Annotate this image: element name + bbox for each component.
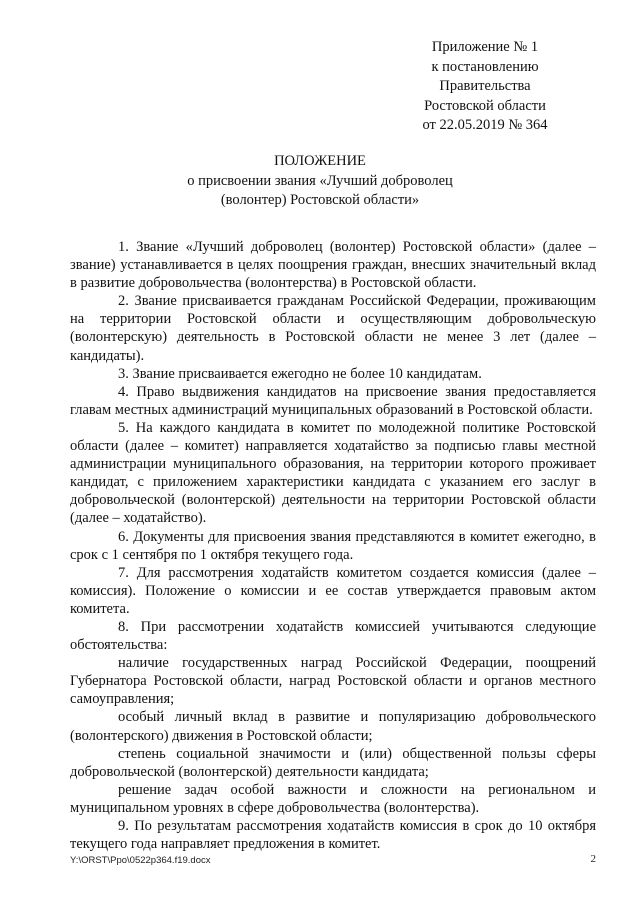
title-line: о присвоении звания «Лучший доброволец	[187, 172, 453, 189]
paragraph: решение задач особой важности и сложности на региональном и муниципальном уровнях в сфере добровольчества (волонтерства).	[70, 781, 596, 816]
paragraph: наличие государственных наград Российской Федерации, поощрений Губернатора Ростовской области, наград Ростовской области и органов местного самоуправления;	[70, 655, 596, 708]
title-heading: ПОЛОЖЕНИЕ	[274, 153, 366, 169]
paragraph: 5. На каждого кандидата в комитет по молодежной политике Ростовской области (далее – комитет) направляется ходатайство за подписью главы местной администрации муниципального образования, на территории которого проживает кандидат, с приложением характеристики кандидата с указанием его заслуг в добровольческой (волонтерской) деятельности на территории Ростовской области (далее – ходатайство).	[70, 419, 596, 527]
paragraph: степень социальной значимости и (или) общественной пользы сферы добровольческой (волонтерской) деятельности кандидата;	[70, 745, 596, 780]
paragraph: 4. Право выдвижения кандидатов на присвоение звания предоставляется главам местных администраций муниципальных образований в Ростовской области.	[70, 383, 596, 418]
document-body	[70, 238, 596, 853]
paragraph: 9. По результатам рассмотрения ходатайств комиссия в срок до 10 октября текущего года направляет предложения в комитет.	[70, 818, 596, 853]
paragraph: 1. Звание «Лучший доброволец (волонтер) Ростовской области» (далее – звание) устанавливается в целях поощрения граждан, внесших значительный вклад в развитие добровольчества (волонтерства) в Ростовской области.	[70, 239, 596, 292]
paragraph: 8. При рассмотрении ходатайств комиссией учитываются следующие обстоятельства:	[70, 618, 596, 654]
paragraph: 6. Документы для присвоения звания представляются в комитет ежегодно, в срок с 1 сентября по 1 октября текущего года.	[70, 528, 596, 563]
document-title	[120, 152, 520, 211]
footer-file-path: Y:\ORST\Ppo\0522p364.f19.docx	[70, 855, 211, 866]
appendix-line: Правительства	[439, 78, 531, 94]
appendix-line: от 22.05.2019 № 364	[422, 117, 548, 133]
title-line: (волонтер) Ростовской области»	[220, 192, 420, 208]
paragraph: 2. Звание присваивается гражданам Российской Федерации, проживающим на территории Ростовской области и осуществляющим добровольческую (волонтерскую) деятельность в Ростовской области не менее 3 лет (далее – кандидаты).	[70, 293, 596, 364]
paragraph: 7. Для рассмотрения ходатайств комитетом создается комиссия (далее – комиссия). Положение о комиссии и ее состав утверждается правовым актом комитета.	[70, 564, 596, 617]
appendix-line: Ростовской области	[424, 97, 546, 114]
paragraph: особый личный вклад в развитие и популяризацию добровольческого (волонтерского) движения в Ростовской области;	[70, 709, 596, 744]
appendix-line: Приложение № 1	[431, 39, 539, 55]
appendix-header	[400, 38, 570, 136]
paragraph: 3. Звание присваивается ежегодно не более 10 кандидатам.	[118, 365, 482, 382]
page-number: 2	[590, 853, 596, 865]
appendix-line: к постановлению	[431, 58, 539, 75]
